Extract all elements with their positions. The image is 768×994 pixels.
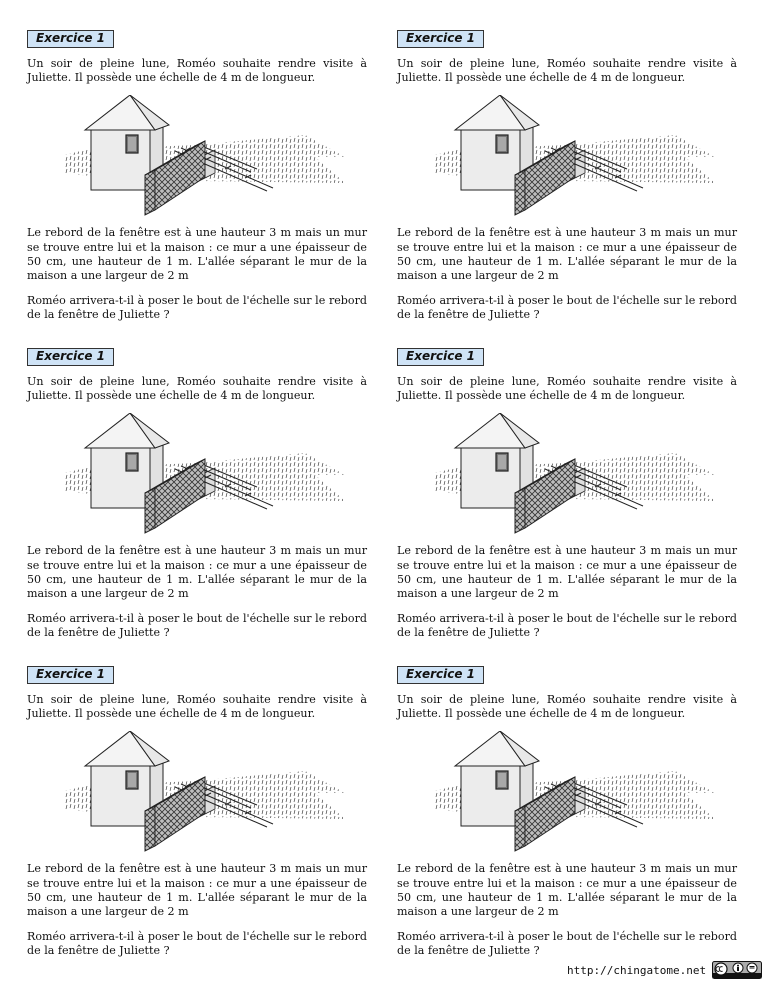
intro-text: Un soir de pleine lune, Roméo souhaite rendre visite à Juliette. Il possède une échelle de 4 m de longueur. bbox=[27, 375, 367, 403]
exercise-card-2 bbox=[397, 27, 737, 323]
house-wall-ladder-illustration bbox=[415, 95, 715, 217]
house-wall-ladder-illustration bbox=[45, 413, 345, 535]
question-text: Roméo arrivera-t-il à poser le bout de l'échelle sur le rebord de la fenêtre de Juliette ? bbox=[27, 294, 367, 322]
intro-text: Un soir de pleine lune, Roméo souhaite rendre visite à Juliette. Il possède une échelle de 4 m de longueur. bbox=[397, 375, 737, 403]
exercise-card-5 bbox=[27, 663, 367, 959]
details-text: Le rebord de la fenêtre est à une hauteur 3 m mais un mur se trouve entre lui et la maison : ce mur a une épaisseur de 50 cm, une hauteur de 1 m. L'allée séparant le mur de la maison a une largeur de 2 m bbox=[27, 226, 367, 283]
intro-text: Un soir de pleine lune, Roméo souhaite rendre visite à Juliette. Il possède une échelle de 4 m de longueur. bbox=[397, 693, 737, 721]
creative-commons-license-icon bbox=[712, 961, 762, 979]
exercise-card-4 bbox=[397, 345, 737, 641]
question-text: Roméo arrivera-t-il à poser le bout de l'échelle sur le rebord de la fenêtre de Juliette ? bbox=[27, 930, 367, 958]
details-text: Le rebord de la fenêtre est à une hauteur 3 m mais un mur se trouve entre lui et la maison : ce mur a une épaisseur de 50 cm, une hauteur de 1 m. L'allée séparant le mur de la maison a une largeur de 2 m bbox=[397, 544, 737, 601]
page-footer bbox=[567, 961, 762, 979]
question-text: Roméo arrivera-t-il à poser le bout de l'échelle sur le rebord de la fenêtre de Juliette ? bbox=[27, 612, 367, 640]
question-text: Roméo arrivera-t-il à poser le bout de l'échelle sur le rebord de la fenêtre de Juliette ? bbox=[397, 612, 737, 640]
house-wall-ladder-illustration bbox=[415, 413, 715, 535]
exercise-badge: Exercice 1 bbox=[397, 348, 484, 366]
exercise-card-1 bbox=[27, 27, 367, 323]
exercise-badge: Exercice 1 bbox=[27, 666, 114, 684]
house-wall-ladder-illustration bbox=[415, 731, 715, 853]
exercise-badge: Exercice 1 bbox=[27, 30, 114, 48]
question-text: Roméo arrivera-t-il à poser le bout de l'échelle sur le rebord de la fenêtre de Juliette ? bbox=[397, 294, 737, 322]
intro-text: Un soir de pleine lune, Roméo souhaite rendre visite à Juliette. Il possède une échelle de 4 m de longueur. bbox=[397, 57, 737, 85]
details-text: Le rebord de la fenêtre est à une hauteur 3 m mais un mur se trouve entre lui et la maison : ce mur a une épaisseur de 50 cm, une hauteur de 1 m. L'allée séparant le mur de la maison a une largeur de 2 m bbox=[27, 544, 367, 601]
details-text: Le rebord de la fenêtre est à une hauteur 3 m mais un mur se trouve entre lui et la maison : ce mur a une épaisseur de 50 cm, une hauteur de 1 m. L'allée séparant le mur de la maison a une largeur de 2 m bbox=[397, 862, 737, 919]
details-text: Le rebord de la fenêtre est à une hauteur 3 m mais un mur se trouve entre lui et la maison : ce mur a une épaisseur de 50 cm, une hauteur de 1 m. L'allée séparant le mur de la maison a une largeur de 2 m bbox=[397, 226, 737, 283]
exercise-badge: Exercice 1 bbox=[27, 348, 114, 366]
intro-text: Un soir de pleine lune, Roméo souhaite rendre visite à Juliette. Il possède une échelle de 4 m de longueur. bbox=[27, 57, 367, 85]
question-text: Roméo arrivera-t-il à poser le bout de l'échelle sur le rebord de la fenêtre de Juliette ? bbox=[397, 930, 737, 958]
exercise-badge: Exercice 1 bbox=[397, 666, 484, 684]
house-wall-ladder-illustration bbox=[45, 731, 345, 853]
footer-url-link[interactable]: http://chingatome.net bbox=[567, 963, 707, 977]
exercise-card-6 bbox=[397, 663, 737, 959]
details-text: Le rebord de la fenêtre est à une hauteur 3 m mais un mur se trouve entre lui et la maison : ce mur a une épaisseur de 50 cm, une hauteur de 1 m. L'allée séparant le mur de la maison a une largeur de 2 m bbox=[27, 862, 367, 919]
intro-text: Un soir de pleine lune, Roméo souhaite rendre visite à Juliette. Il possède une échelle de 4 m de longueur. bbox=[27, 693, 367, 721]
house-wall-ladder-illustration bbox=[45, 95, 345, 217]
exercise-card-3 bbox=[27, 345, 367, 641]
exercise-badge: Exercice 1 bbox=[397, 30, 484, 48]
